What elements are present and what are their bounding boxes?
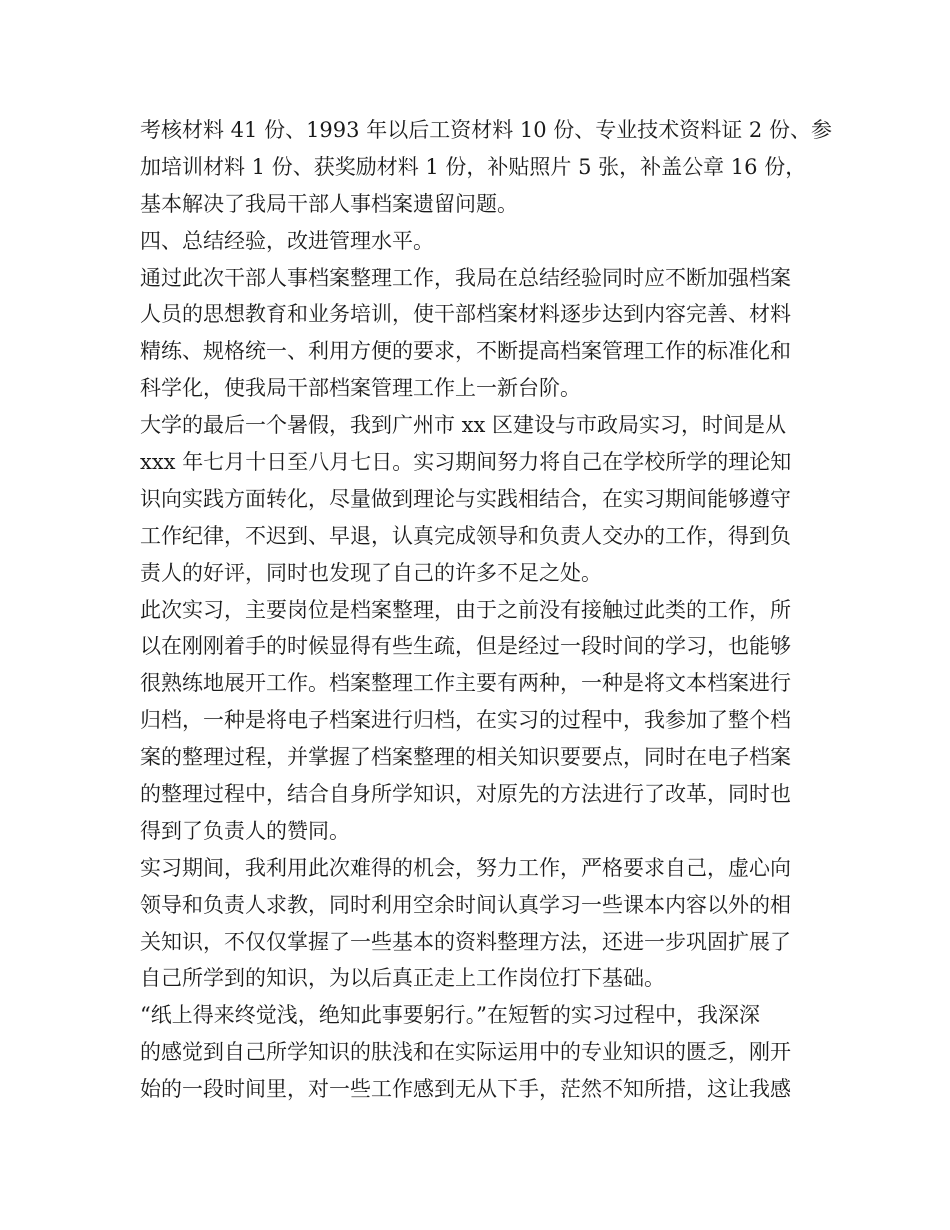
section-heading: 四、总结经验，改进管理水平。 (140, 228, 434, 253)
text-line: 关知识，不仅仅掌握了一些基本的资料整理方法，还进一步巩固扩展了 (140, 929, 791, 954)
text-line: 大学的最后一个暑假，我到广州市 xx 区建设与市政局实习，时间是从 (140, 413, 787, 438)
text-line: 人员的思想教育和业务培训，使干部档案材料逐步达到内容完善、材料 (140, 302, 791, 327)
text-line: xxx 年七月十日至八月七日。实习期间努力将自己在学校所学的理论知 (140, 450, 792, 475)
text-line: 加培训材料 1 份、获奖励材料 1 份，补贴照片 5 张，补盖公章 16 份， (140, 154, 807, 179)
text-line: 责人的好评，同时也发现了自己的许多不足之处。 (140, 560, 602, 585)
text-line: 科学化，使我局干部档案管理工作上一新台阶。 (140, 376, 581, 401)
text-line: 精练、规格统一、利用方便的要求，不断提高档案管理工作的标准化和 (140, 339, 791, 364)
text-line: 基本解决了我局干部人事档案遗留问题。 (140, 191, 518, 216)
text-line: 以在刚刚着手的时候显得有些生疏，但是经过一段时间的学习，也能够 (140, 634, 791, 659)
text-line: 很熟练地展开工作。档案整理工作主要有两种，一种是将文本档案进行 (140, 671, 791, 696)
text-line: 工作纪律，不迟到、早退，认真完成领导和负责人交办的工作，得到负 (140, 523, 791, 548)
text-line: 归档，一种是将电子档案进行归档，在实习的过程中，我参加了整个档 (140, 708, 791, 733)
text-line: 案的整理过程，并掌握了档案整理的相关知识要要点，同时在电子档案 (140, 745, 791, 770)
text-line: 的感觉到自己所学知识的肤浅和在实际运用中的专业知识的匮乏，刚开 (140, 1040, 791, 1065)
text-line: 得到了负责人的赞同。 (140, 818, 350, 843)
text-line: 此次实习，主要岗位是档案整理，由于之前没有接触过此类的工作，所 (140, 597, 791, 622)
text-line: “纸上得来终觉浅，绝知此事要躬行。”在短暂的实习过程中，我深深 (140, 1003, 760, 1028)
text-line: 通过此次干部人事档案整理工作，我局在总结经验同时应不断加强档案 (140, 265, 791, 290)
text-line: 的整理过程中，结合自身所学知识，对原先的方法进行了改革，同时也 (140, 782, 791, 807)
document-body (140, 112, 832, 1108)
text-line: 实习期间，我利用此次难得的机会，努力工作，严格要求自己，虚心向 (140, 855, 791, 880)
text-line: 领导和负责人求教，同时利用空余时间认真学习一些课本内容以外的相 (140, 892, 791, 917)
text-line: 识向实践方面转化，尽量做到理论与实践相结合，在实习期间能够遵守 (140, 486, 791, 511)
text-line: 自己所学到的知识，为以后真正走上工作岗位打下基础。 (140, 966, 665, 991)
text-line: 考核材料 41 份、1993 年以后工资材料 10 份、专业技术资料证 2 份、参 (140, 118, 832, 142)
text-line: 始的一段时间里，对一些工作感到无从下手，茫然不知所措，这让我感 (140, 1077, 791, 1102)
